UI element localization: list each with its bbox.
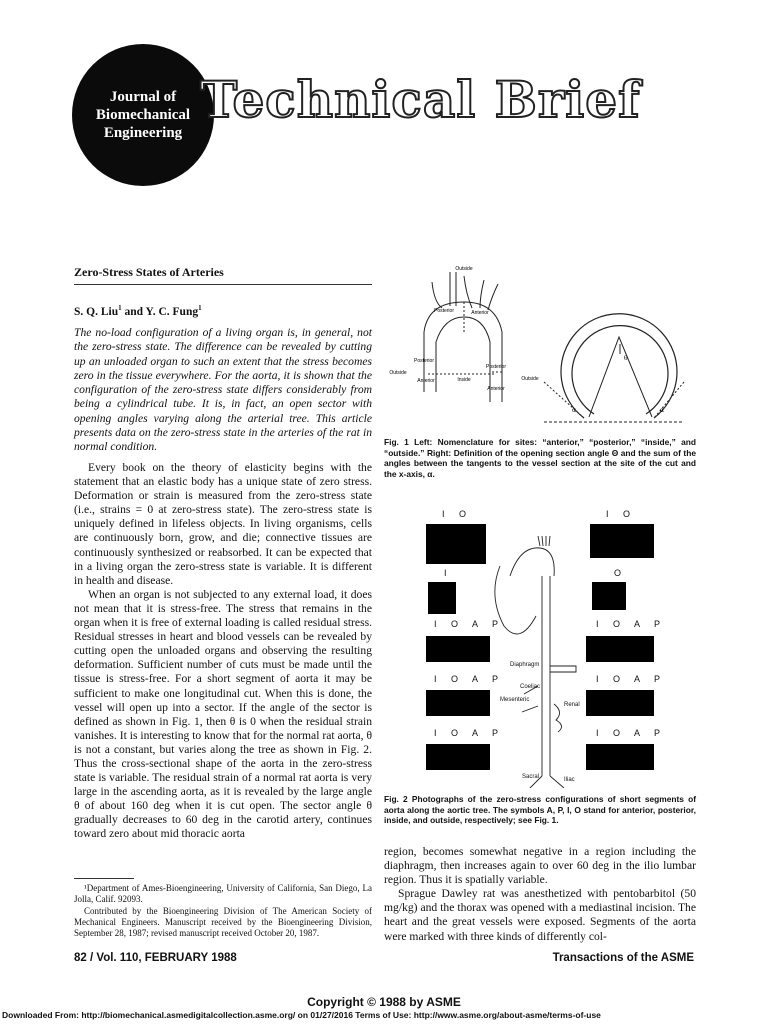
- fig1-label-inside: Inside: [457, 377, 471, 383]
- fig1-label-outside-right: Outside: [521, 376, 539, 382]
- fig2-label-renal: Renal: [564, 702, 580, 708]
- fig1-label-posterior-1: Posterior: [433, 308, 455, 314]
- figure-1-caption: Fig. 1 Left: Nomenclature for sites: “anterior,” “posterior,” “inside,” and “outside.” Right: Definition of the opening section angle Θ and the sum of the angles between the tangents to the vessel section at the site of the cut and the x-axis, α.: [384, 437, 696, 479]
- fig2-label-ioap-6: I O A P: [596, 728, 667, 738]
- footnote-manuscript: Contributed by the Bioengineering Division of The American Society of Mechanical Engineers. Manuscript received by the Bioengineering Division, September 28, 1987; revised manuscript received October 20, 1987.: [74, 906, 372, 938]
- footnote-affiliation: ¹Department of Ames-Bioengineering, University of California, San Diego, La Jolla, Calif. 92093.: [74, 883, 372, 904]
- fig2-label-ioap-4: I O A P: [596, 619, 667, 629]
- fig2-photo-right-2: [586, 690, 654, 716]
- footer-journal-name: Transactions of the ASME: [552, 952, 694, 964]
- body-left-column: [74, 461, 372, 842]
- fig1-label-posterior-3: Posterior: [485, 364, 507, 370]
- fig2-label-i-left: I: [444, 568, 453, 578]
- section-title: Technical Brief: [200, 70, 641, 129]
- body-right-continuation: region, becomes somewhat negative in a region including the diaphragm, then increases again to over 60 deg in the ilio lumbar region. Thus it is spatially variable.: [384, 845, 696, 887]
- fig1-label-outside-left: Outside: [389, 370, 407, 376]
- fig2-label-sacral: Sacral: [522, 774, 540, 780]
- footnotes: [74, 883, 372, 940]
- figure-1-diagram: [384, 262, 696, 432]
- body-paragraph-2: When an organ is not subjected to any external load, it does not mean that it is stress-free. The stress that remains in the organ when it is free of external loading is called residual stress. Residual stresses in heart and blood vessels can be revealed by cutting open the unloaded organs and observing the resulting deformation. Sufficient number of cuts must be made until the tissue is stress-free. For a short segment of aorta it may be sufficient to make one longitudinal cut. When this is done, the vessel will open up into a sector. If the angle of the sector is defined as shown in Fig. 1, then θ is 0 when the residual strain vanishes. It is interesting to know that for the normal rat aorta, θ is not a constant, but varies along the tree as shown in Fig. 2. Thus the cross-sectional shape of the aorta in the zero-stress state is variable. The residual strain of a normal rat aorta is very large in the ascending aorta, as it is revealed by the large angle θ of about 160 deg when it is cut open. The sector angle θ gradually decreases to 60 deg in the carotid artery, continues toward zero about mid thoracic aorta: [74, 587, 372, 841]
- fig1-label-posterior-2: Posterior: [413, 358, 435, 364]
- fig2-label-ioap-5: I O A P: [596, 674, 667, 684]
- body-right-paragraph-2: Sprague Dawley rat was anesthetized with pentobarbitol (50 mg/kg) and the thorax was opened with a mediastinal incision. The heart and the great vessels were exposed. Segments of the aorta were marked with three kinds of differently col-: [384, 887, 696, 943]
- fig1-label-anterior-3: Anterior: [487, 386, 505, 392]
- fig2-photo-carotid: [590, 524, 654, 558]
- fig2-label-iliac: Iliac: [564, 777, 575, 783]
- fig1-label-outside-top: Outside: [455, 266, 473, 272]
- fig2-photo-ascending: [426, 524, 486, 564]
- journal-logo-line2: Biomechanical: [95, 107, 191, 123]
- body-paragraph-1: Every book on the theory of elasticity begins with the statement that an elastic body has a unique state of zero stress. Deformation or strain is measured from the zero-stress state (i.e., strains = 0 at zero-stress state). The zero-stress state is uniquely defined in lifeless objects. In living organisms, cells are continuously born, grow, and die; connective tissues are continuously synthesized or reabsorbed. It can be expected that in a living organ the zero-stress state is variable. It is different in health and disease.: [74, 461, 372, 587]
- fig2-label-diaphragm: Diaphragm: [510, 662, 540, 668]
- fig2-label-io-left: I O: [442, 509, 473, 519]
- abstract: The no-load configuration of a living organ is, in general, not the zero-stress state. The difference can be revealed by cutting up an unloaded organ to such an extent that the stress becomes zero in the tissue everywhere. For the aorta, it is shown that the configuration of the zero-stress state differs considerably from being a cylindrical tube. It is, in fact, an open sector with opening angles varying along the arterial tree. This article presents data on the zero-stress state in the arteries of the rat in normal condition.: [74, 326, 372, 454]
- body-right-column: [384, 845, 696, 944]
- fig2-label-o-right: O: [614, 568, 628, 578]
- author-1-affil: 1: [118, 304, 122, 312]
- article-title: Zero-Stress States of Arteries: [74, 265, 224, 279]
- fig2-photo-right-3: [586, 744, 654, 770]
- author-2-affil: 1: [198, 304, 202, 312]
- authors: [74, 304, 202, 318]
- author-2: and Y. C. Fung: [121, 305, 199, 318]
- fig2-photo-right-1: [586, 636, 654, 662]
- page-folio: 82 / Vol. 110, FEBRUARY 1988: [74, 952, 237, 964]
- journal-logo-line1: Journal of: [109, 89, 177, 105]
- title-rule: [74, 284, 372, 285]
- footnote-rule: [74, 878, 134, 879]
- fig2-label-ioap-1: I O A P: [434, 619, 505, 629]
- fig1-label-anterior-2: Anterior: [417, 378, 435, 384]
- fig2-label-ioap-3: I O A P: [434, 728, 505, 738]
- fig1-label-anterior-1: Anterior: [471, 310, 489, 316]
- fig1-label-theta: θ: [624, 355, 628, 362]
- figure-2-caption: Fig. 2 Photographs of the zero-stress configurations of short segments of aorta along the aortic tree. The symbols A, P, I, O stand for anterior, posterior, inside, and outside, respectively; see Fig. 1.: [384, 794, 696, 825]
- fig2-label-ioap-2: I O A P: [434, 674, 505, 684]
- download-notice: Downloaded From: http://biomechanical.asmedigitalcollection.asme.org/ on 01/27/2016 Terms of Use: http://www.asme.org/about-asme/terms-of-use: [2, 1010, 601, 1020]
- figure-2: [420, 506, 696, 788]
- journal-logo: [72, 44, 214, 186]
- fig2-label-coeliac: Coeliac: [520, 684, 541, 690]
- fig1-label-alpha-2: α: [660, 407, 665, 414]
- journal-logo-line3: Engineering: [103, 125, 183, 141]
- copyright-notice: Copyright © 1988 by ASME: [307, 995, 461, 1009]
- fig2-label-mesenteric: Mesenteric: [500, 697, 530, 703]
- author-1: S. Q. Liu: [74, 305, 119, 318]
- fig2-photo-thoracic: [592, 582, 626, 610]
- fig2-photo-arch: [428, 582, 456, 614]
- fig2-label-io-right: I O: [606, 509, 637, 519]
- fig1-label-alpha-1: α: [572, 407, 577, 414]
